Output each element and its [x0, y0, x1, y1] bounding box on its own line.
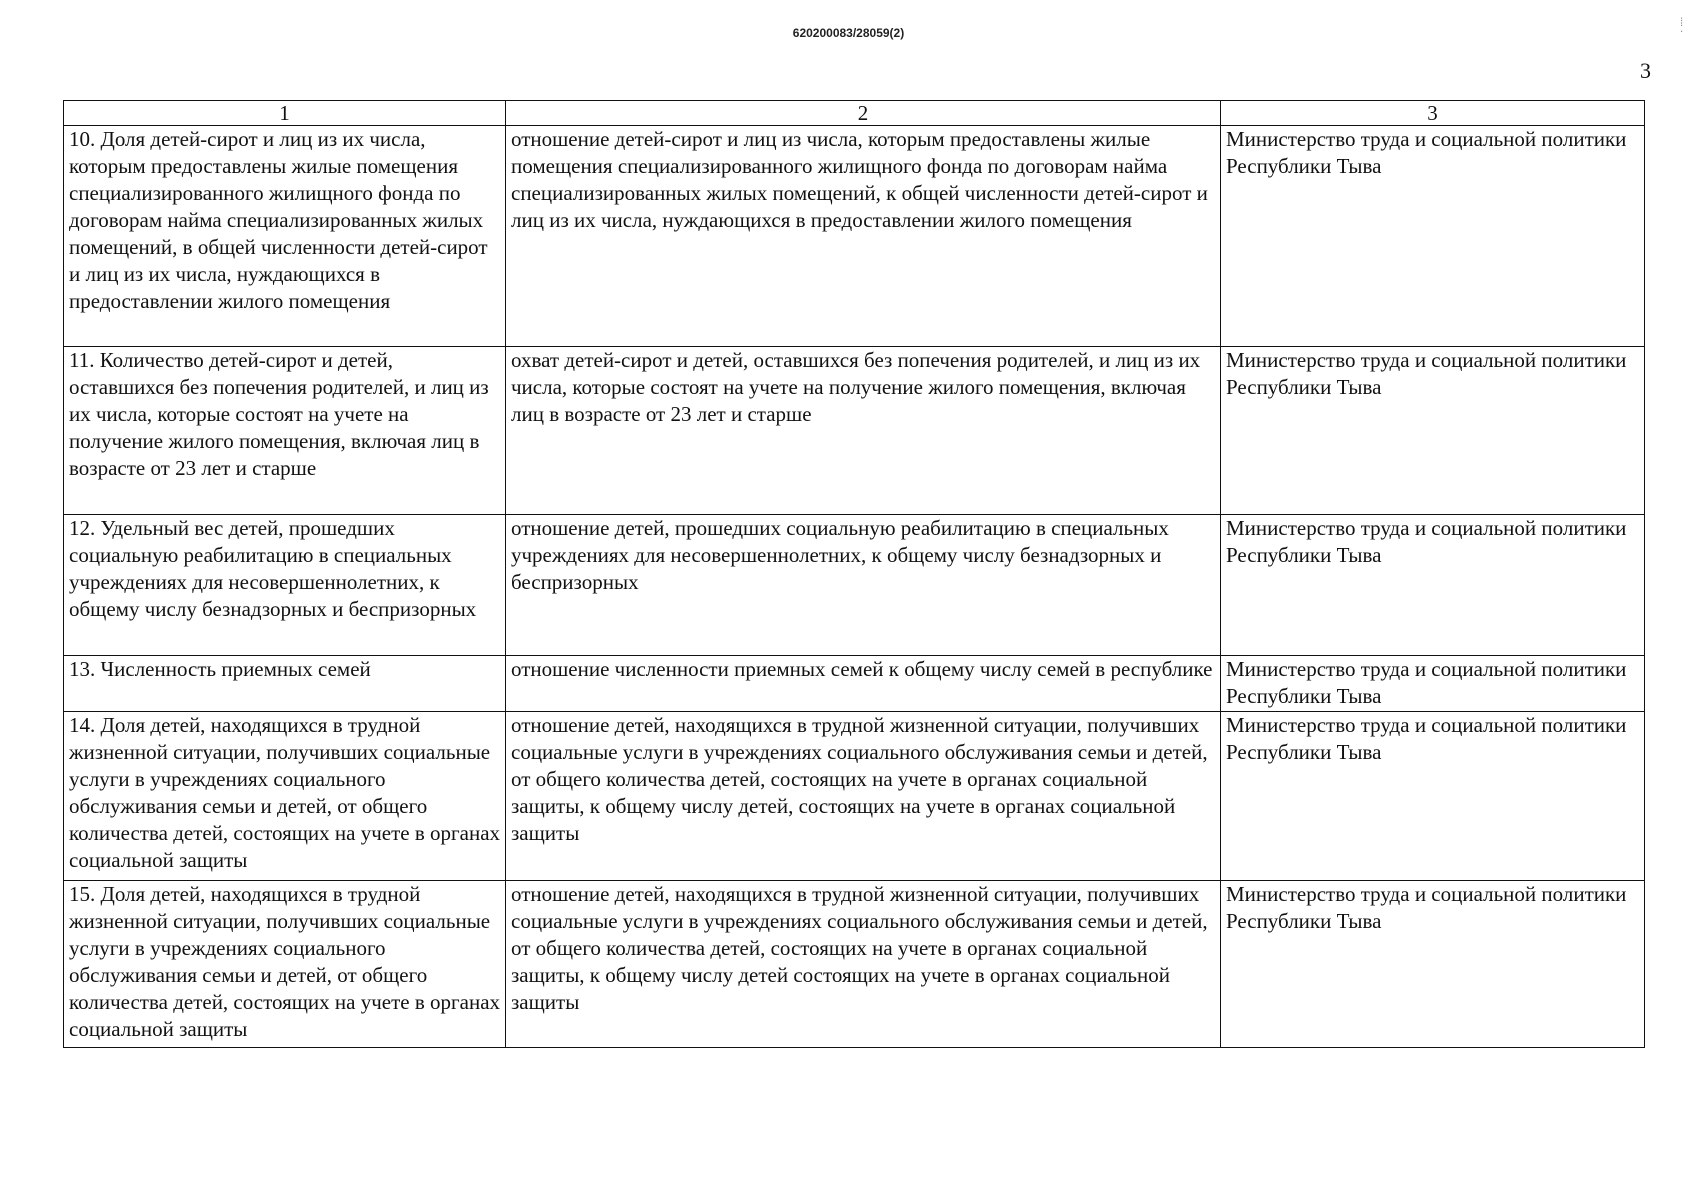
responsible-cell: Министерство труда и социальной политики Республики Тыва	[1221, 515, 1645, 656]
responsible-cell: Министерство труда и социальной политики Республики Тыва	[1221, 881, 1645, 1048]
responsible-cell: Министерство труда и социальной политики Республики Тыва	[1221, 656, 1645, 712]
table-header-row	[64, 101, 1645, 126]
indicators-table	[63, 100, 1645, 1048]
column-header-2: 2	[506, 101, 1221, 126]
column-header-1: 1	[64, 101, 506, 126]
method-cell: отношение численности приемных семей к общему числу семей в республике	[506, 656, 1221, 712]
indicator-cell: 12. Удельный вес детей, прошедших социальную реабилитацию в специальных учреждениях для несовершеннолетних, к общему числу безнадзорных и беспризорных	[64, 515, 506, 656]
column-header-3: 3	[1221, 101, 1645, 126]
method-cell: отношение детей, находящихся в трудной жизненной ситуации, получивших социальные услуги в учреждениях социального обслуживания семьи и детей, от общего количества детей, состоящих на учете в органах социальной защиты, к общему числу детей, состоящих на учете в органах социальной защиты	[506, 712, 1221, 881]
table-row	[64, 126, 1645, 347]
responsible-cell: Министерство труда и социальной политики Республики Тыва	[1221, 126, 1645, 347]
table-row	[64, 881, 1645, 1048]
method-cell: отношение детей, находящихся в трудной жизненной ситуации, получивших социальные услуги в учреждениях социального обслуживания семьи и детей, от общего количества детей, состоящих на учете в органах социальной защиты, к общему числу детей состоящих на учете в органах социальной защиты	[506, 881, 1221, 1048]
scan-corner-mark: ⁝ ⁚	[1680, 16, 1684, 35]
indicator-cell: 14. Доля детей, находящихся в трудной жизненной ситуации, получивших социальные услуги в учреждениях социального обслуживания семьи и детей, от общего количества детей, состоящих на учете в органах социальной защиты	[64, 712, 506, 881]
table-row	[64, 515, 1645, 656]
table-row	[64, 712, 1645, 881]
document-id: 620200083/28059(2)	[792, 26, 905, 40]
indicator-cell: 15. Доля детей, находящихся в трудной жизненной ситуации, получивших социальные услуги в учреждениях социального обслуживания семьи и детей, от общего количества детей, состоящих на учете в органах социальной защиты	[64, 881, 506, 1048]
page-number: 3	[1640, 58, 1651, 83]
responsible-cell: Министерство труда и социальной политики Республики Тыва	[1221, 712, 1645, 881]
table-row	[64, 347, 1645, 515]
method-cell: охват детей-сирот и детей, оставшихся без попечения родителей, и лиц из их числа, которые состоят на учете на получение жилого помещения, включая лиц в возрасте от 23 лет и старше	[506, 347, 1221, 515]
method-cell: отношение детей, прошедших социальную реабилитацию в специальных учреждениях для несовершеннолетних, к общему числу безнадзорных и беспризорных	[506, 515, 1221, 656]
method-cell: отношение детей-сирот и лиц из числа, которым предоставлены жилые помещения специализированного жилищного фонда по договорам найма специализированных жилых помещений, к общей численности детей-сирот и лиц из их числа, нуждающихся в предоставлении жилого помещения	[506, 126, 1221, 347]
indicator-cell: 13. Численность приемных семей	[64, 656, 506, 712]
indicator-cell: 10. Доля детей-сирот и лиц из их числа, которым предоставлены жилые помещения специализированного жилищного фонда по договорам найма специализированных жилых помещений, в общей численности детей-сирот и лиц из их числа, нуждающихся в предоставлении жилого помещения	[64, 126, 506, 347]
table-row	[64, 656, 1645, 712]
responsible-cell: Министерство труда и социальной политики Республики Тыва	[1221, 347, 1645, 515]
indicator-cell: 11. Количество детей-сирот и детей, оставшихся без попечения родителей, и лиц из их числа, которые состоят на учете на получение жилого помещения, включая лиц в возрасте от 23 лет и старше	[64, 347, 506, 515]
